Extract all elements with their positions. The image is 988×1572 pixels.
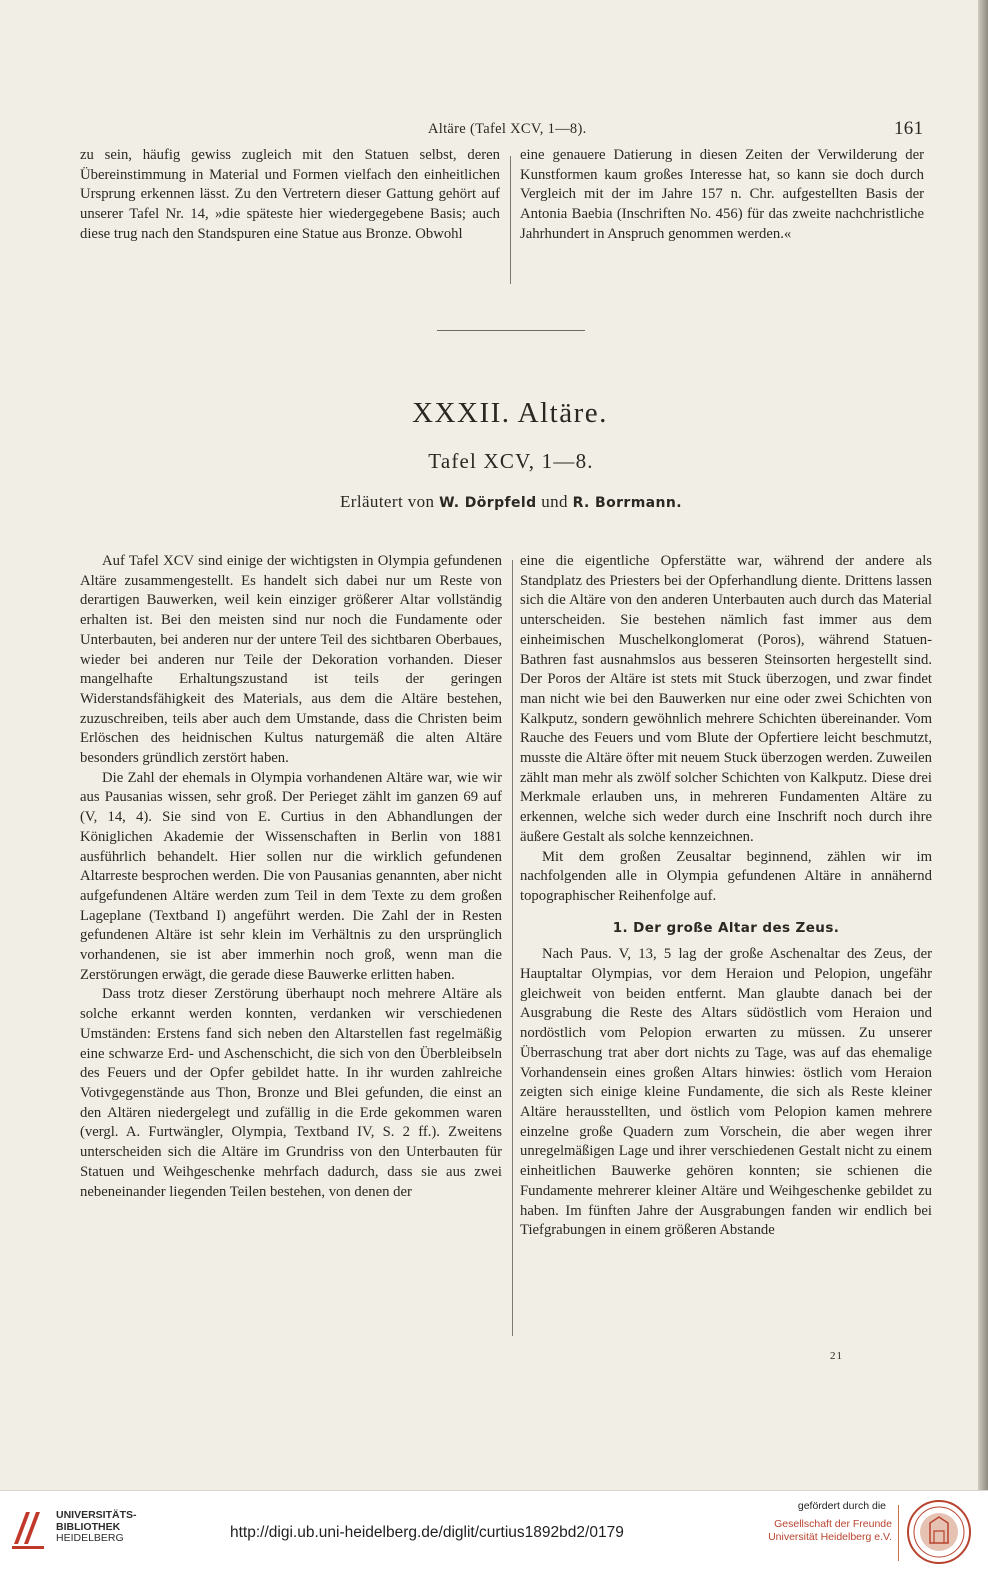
paragraph: Die Zahl der ehemals in Olympia vorhandenen Altäre war, wie wir aus Pausanias wissen, sehr groß. Der Perieget zählt im ganzen 69 auf (V, 14, 4). Sie sind von E. Curtius in den Abhandlungen der Königlichen Akademie der Wissenschaften in Berlin von 1881 ausführlich behandelt. Hier sollen nur die wirklich gefundenen Altarreste besprochen werden. Die von Pausanias genannten, aber nicht aufgefundenen Altäre werden zum Teil in dem Texte zu dem großen Lageplane (Textband I) angeführt werden. Die Zahl der in Resten gefundenen Altäre ist sehr klein im Verhältnis zu den ursprünglich vorhandenen, sie ist aber immerhin noch groß, wenn man die Zerstörungen erwägt, die gerade diese Bauwerke erlitten haben. xyxy=(80,769,502,983)
paragraph: eine die eigentliche Opferstätte war, während der andere als Standplatz des Priesters bei der Opferhandlung diente. Drittens lassen sich die Altäre von den anderen Unterbauten auch durch das Material unterscheiden. Sie bestehen nämlich fast immer aus dem einheimischen Muschelkonglomerat (Poros), während Statuen-Bathren fast ausnahmslos aus besseren Steinsorten hergestellt sind. Der Poros der Altäre ist stets mit Stuck überzogen, und zwar findet man nicht wie bei den Bauwerken nur eine oder zwei Schichten von Kalkputz, sondern gewöhnlich mehrere Schichten übereinander. Vom Rauche des Feuers und vom Blute der Opfertiere leicht beschmutzt, musste die Altäre öfter mit neuem Stuck überzogen werden. Zuweilen zählt man mehr als zwölf solcher Schichten von Kalkputz. Diese drei Merkmale erlauben uns, in mehreren Fundamenten Altäre zu erkennen, welche sich weder durch eine Inschrift noch durch ihre äußere Gestalt als solche kennzeichnen. xyxy=(520,553,932,845)
library-line: BIBLIOTHEK xyxy=(56,1520,121,1533)
printer-signature: 21 xyxy=(830,1350,843,1362)
paragraph: Auf Tafel XCV sind einige der wichtigsten in Olympia gefundenen Altäre zusammengestellt. Es handelt sich dabei nur um Reste von derartigen Bauwerken, weil kein einziger größerer Altar vollständig erhalten ist. Bei den meisten sind nur noch die Fundamente oder Unterbauten, bei anderen nur der untere Teil des sichtbaren Oberbaues, wieder bei anderen nur Teile der Dekoration vorhanden. Dieser mangelhafte Erhaltungszustand ist teils der geringen Widerstandsfähigkeit des Materials, aus dem die Altäre bestehen, zuzuschreiben, teils aber auch dem Umstande, dass die Christen beim Erlöschen des heidnischen Kultus naturgemäß die alten Altäre besonders gründlich zerstört haben. xyxy=(80,553,502,767)
explained-by: Erläutert von xyxy=(340,492,435,511)
main-right-column xyxy=(520,552,932,1241)
section-divider xyxy=(437,330,585,331)
library-line: UNIVERSITÄTS- xyxy=(56,1509,137,1521)
authors-line xyxy=(0,492,978,512)
society-line: Universität Heidelberg e.V. xyxy=(768,1531,892,1543)
page-number: 161 xyxy=(894,118,924,139)
top-right-column xyxy=(520,146,924,245)
column-rule xyxy=(512,560,513,1336)
section-heading: 1. Der große Altar des Zeus. xyxy=(612,919,840,936)
main-left-column xyxy=(80,552,502,1202)
footer-bar xyxy=(0,1490,988,1572)
column-rule xyxy=(510,156,511,284)
author-doerpfeld: W. Dörpfeld xyxy=(439,495,537,511)
running-title: Altäre (Tafel XCV, 1—8). xyxy=(428,121,587,137)
library-logo-icon xyxy=(8,1508,48,1550)
paragraph: eine genauere Datierung in diesen Zeiten der Verwilderung der Kunstformen kaum großes Interesse hat, so kann sie doch durch Vergleich mit der im Jahre 157 n. Chr. aufgestellten Basis der Antonia Baebia (Inschriften No. 456) für das zweite nachchristliche Jahrhundert in Anspruch genommen werden.« xyxy=(520,147,924,242)
society-line: Gesellschaft der Freunde xyxy=(774,1518,892,1530)
funded-by: gefördert durch die xyxy=(797,1500,886,1512)
footer-separator xyxy=(898,1505,899,1561)
chapter-title: XXXII. Altäre. xyxy=(412,397,608,429)
paragraph: Dass trotz dieser Zerstörung überhaupt noch mehrere Altäre als solche erkannt werden konnten, verdanken wir verschiedenen Umständen: Erstens fand sich neben den Altarstellen fast regelmäßig eine schwarze Erd- und Aschenschicht, die sich von den Überbleibseln des Feuers und der Opfer gebildet hatte. In ihr wurden zahlreiche Votivgegenstände aus Thon, Bronze und Blei gefunden, die einst an den Altären niedergelegt und zufällig in die Erde gekommen waren (vergl. A. Furtwängler, Olympia, Textband IV, S. 2 ff.). Zweitens unterscheiden sich die Altäre im Grundriss von den Unterbauten für Statuen und Weihgeschenke mehrfach dadurch, dass sie aus zwei nebeneinander liegenden Teilen bestehen, von denen der xyxy=(80,986,502,1200)
university-seal-icon xyxy=(906,1499,972,1565)
plate-reference: Tafel XCV, 1—8. xyxy=(428,449,594,473)
top-left-column xyxy=(80,146,500,245)
sponsor-block xyxy=(760,1500,892,1544)
paragraph: zu sein, häufig gewiss zugleich mit den Statuen selbst, deren Übereinstimmung in Material und Formen vielfach den einheitlichen Ursprung erkennen lässt. Zu den Vertretern dieser Gattung gehört auf unserer Tafel Nr. 14, »die späteste hier wiedergegebene Basis; auch diese trug nach den Standspuren eine Statue aus Bronze. Obwohl xyxy=(80,147,500,242)
library-name xyxy=(56,1510,137,1545)
page-edge xyxy=(978,0,988,1490)
permalink-url[interactable]: http://digi.ub.uni-heidelberg.de/diglit/curtius1892bd2/0179 xyxy=(230,1524,624,1541)
author-borrmann: R. Borrmann. xyxy=(572,495,682,511)
paragraph: Mit dem großen Zeusaltar beginnend, zählen wir im nachfolgenden alle in Olympia gefundenen Altäre in annähernd topographischer Reihenfolge auf. xyxy=(520,848,932,904)
paragraph: Nach Paus. V, 13, 5 lag der große Aschenaltar des Zeus, der Hauptaltar Olympias, vor dem Heraion und Pelopion, ungefähr gleichweit von beiden entfernt. Man glaubte danach bei der Ausgrabung die Reste des Altars südöstlich vom Heraion und nordöstlich vom Pelopion erwarten zu müssen. Zu unserer Überraschung trat aber dort nichts zu Tage, was auf das ehemalige Vorhandensein eines großen Altars hinwies: östlich vom Heraion zeigten sich einige kleine Fundamente, die sich als Reste kleiner Altäre herausstellten, und östlich vom Pelopion kamen mehrere einzelne große Quadern zum Vorschein, die aber wegen ihrer unregelmäßigen Lage und ihrer verschiedenen Gestalt nicht zu einem einheitlichen Bauwerke gehören konnten; sie schienen die Fundamente mehrerer kleiner Altäre und Weihgeschenke gebildet zu haben. Im fünften Jahre der Ausgrabungen fanden wir endlich bei Tiefgrabungen in einem größeren Abstande xyxy=(520,946,932,1239)
conjunction: und xyxy=(541,492,568,511)
library-line: HEIDELBERG xyxy=(56,1532,124,1545)
